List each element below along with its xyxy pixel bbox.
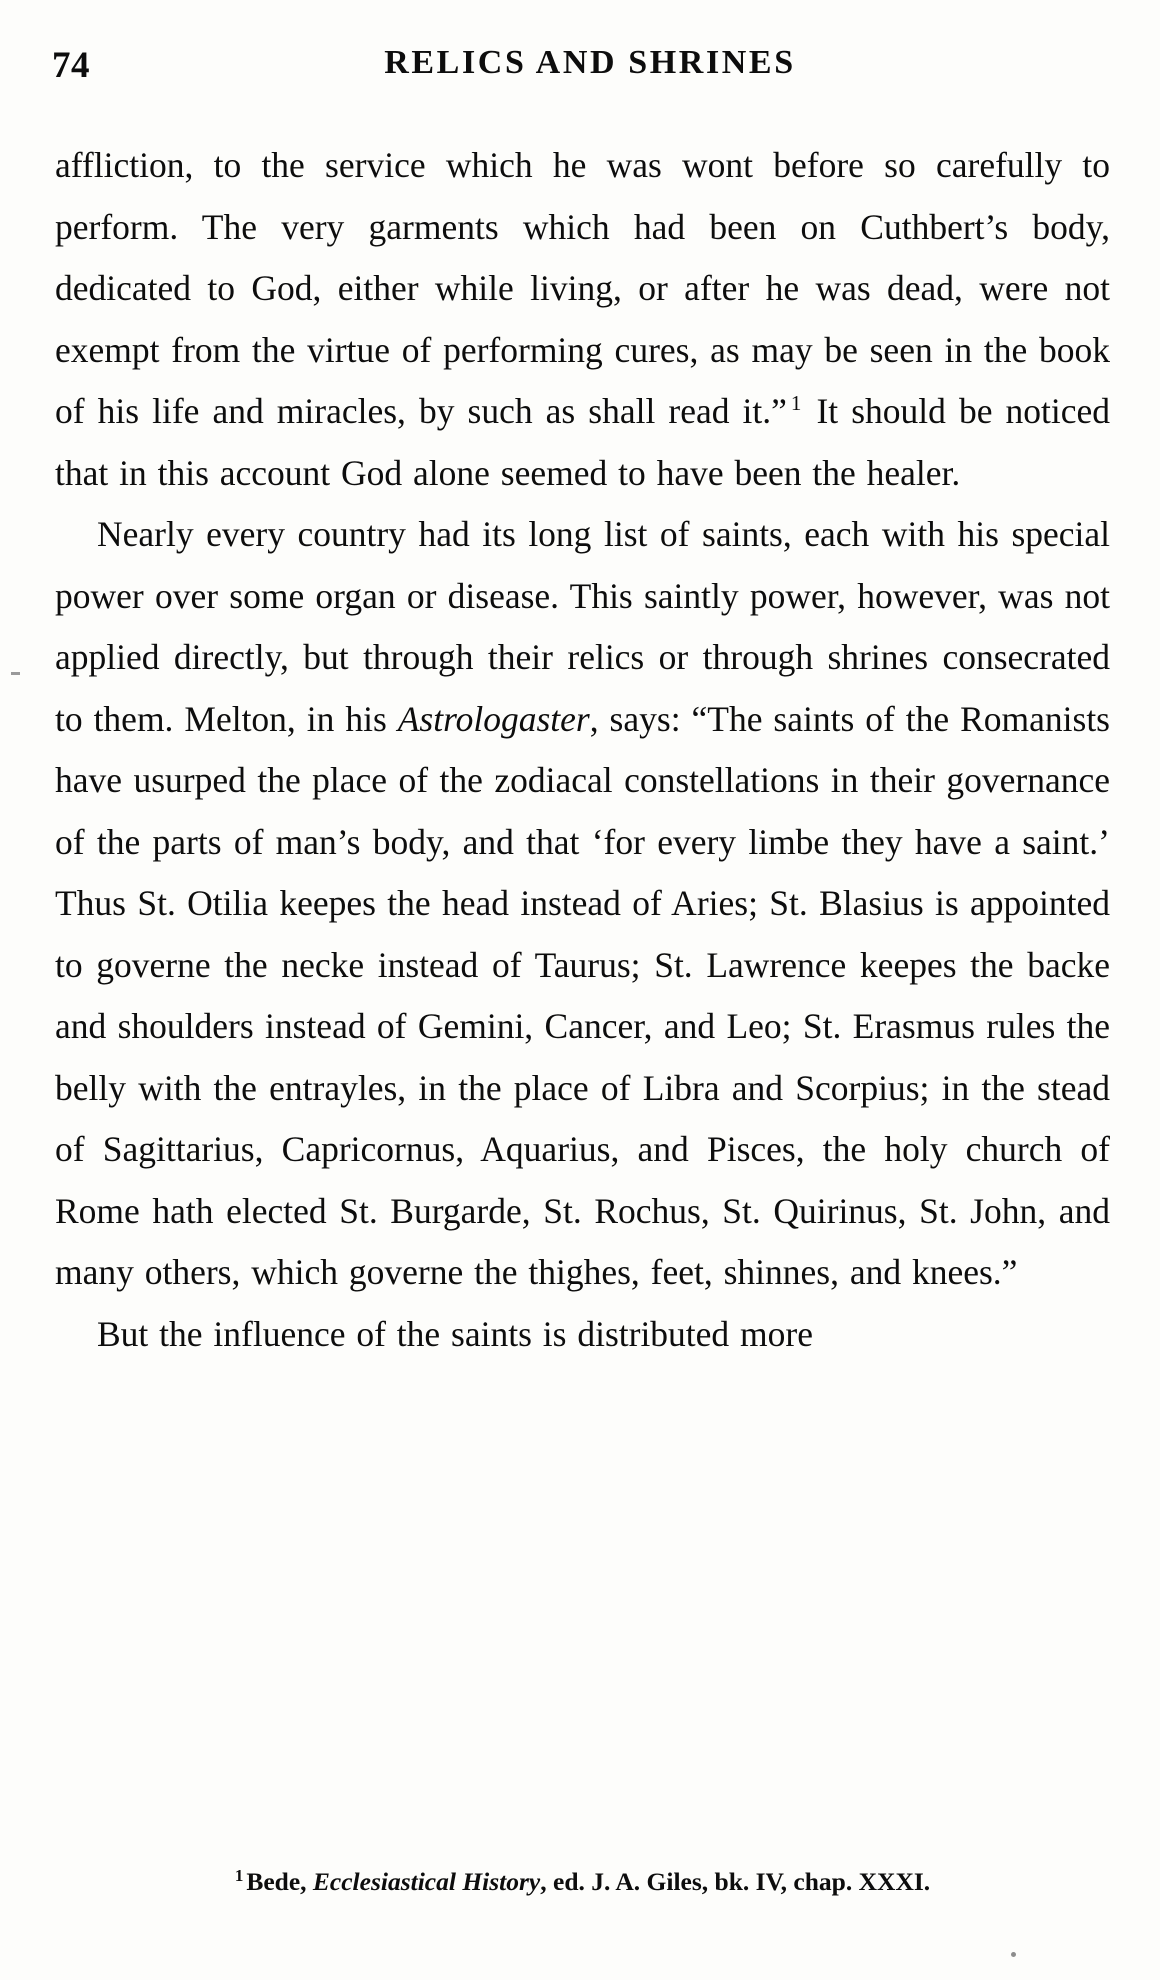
- chapter-running-title: RELICS AND SHRINES: [384, 44, 796, 81]
- book-title-astrologaster: Astrologaster: [397, 698, 590, 739]
- paragraph-1-text-after-note: It should be noticed that in this account God alone seemed to have been the healer.: [55, 391, 1110, 493]
- paragraph-2: [55, 504, 1110, 1304]
- paragraph-1: [55, 135, 1110, 504]
- paragraph-3-text: But the influence of the saints is distributed more: [97, 1313, 813, 1354]
- paragraph-2-part1: Nearly every country had its long list of saints, each with his special power over some organ or disease. This saintly power, however, was not applied directly, but through their relics or through shrines consecrated to them. Melton, in his: [55, 514, 1110, 739]
- footnote-source-title: Ecclesiastical History: [312, 1867, 541, 1896]
- paragraph-1-text-before-note: affliction, to the service which he was wont before so carefully to perform. The very garments which had been on Cuthbert’s body, dedicated to God, either while living, or after he was dead, were not exempt from the virtue of performing cures, as may be seen in the book of his life and miracles, by such as shall read it.”: [55, 145, 1110, 431]
- body-text: [55, 135, 1110, 1365]
- footnote-marker: 1: [234, 1865, 244, 1885]
- running-head: [52, 38, 1108, 92]
- paragraph-2-part2: , says: “The saints of the Romanists have usurped the place of the zodiacal constellations in their governance of the parts of man’s body, and that ‘for every limbe they have a saint.’ Thus St. Otilia keepes the head instead of Aries; St. Blasius is appointed to governe the necke instead of Taurus; St. Lawrence keepes the backe and shoulders instead of Gemini, Cancer, and Leo; St. Erasmus rules the belly with the entrayles, in the place of Libra and Scorpius; in the stead of Sagittarius, Capricornus, Aquarius, and Pisces, the holy church of Rome hath elected St. Burgarde, St. Rochus, St. Quirinus, St. John, and many others, which governe the thighes, feet, shinnes, and knees.”: [55, 698, 1110, 1292]
- page-number: 74: [52, 45, 90, 86]
- footnote: [55, 1866, 1110, 1898]
- footnote-reference-marker: 1: [790, 391, 802, 416]
- paragraph-3: [55, 1304, 1110, 1366]
- footnote-part1: Bede,: [246, 1867, 313, 1896]
- footnote-part2: , ed. J. A. Giles, bk. IV, chap. XXXI.: [540, 1867, 931, 1896]
- margin-speck: [11, 672, 20, 675]
- page-bottom-speck: [1011, 1952, 1016, 1957]
